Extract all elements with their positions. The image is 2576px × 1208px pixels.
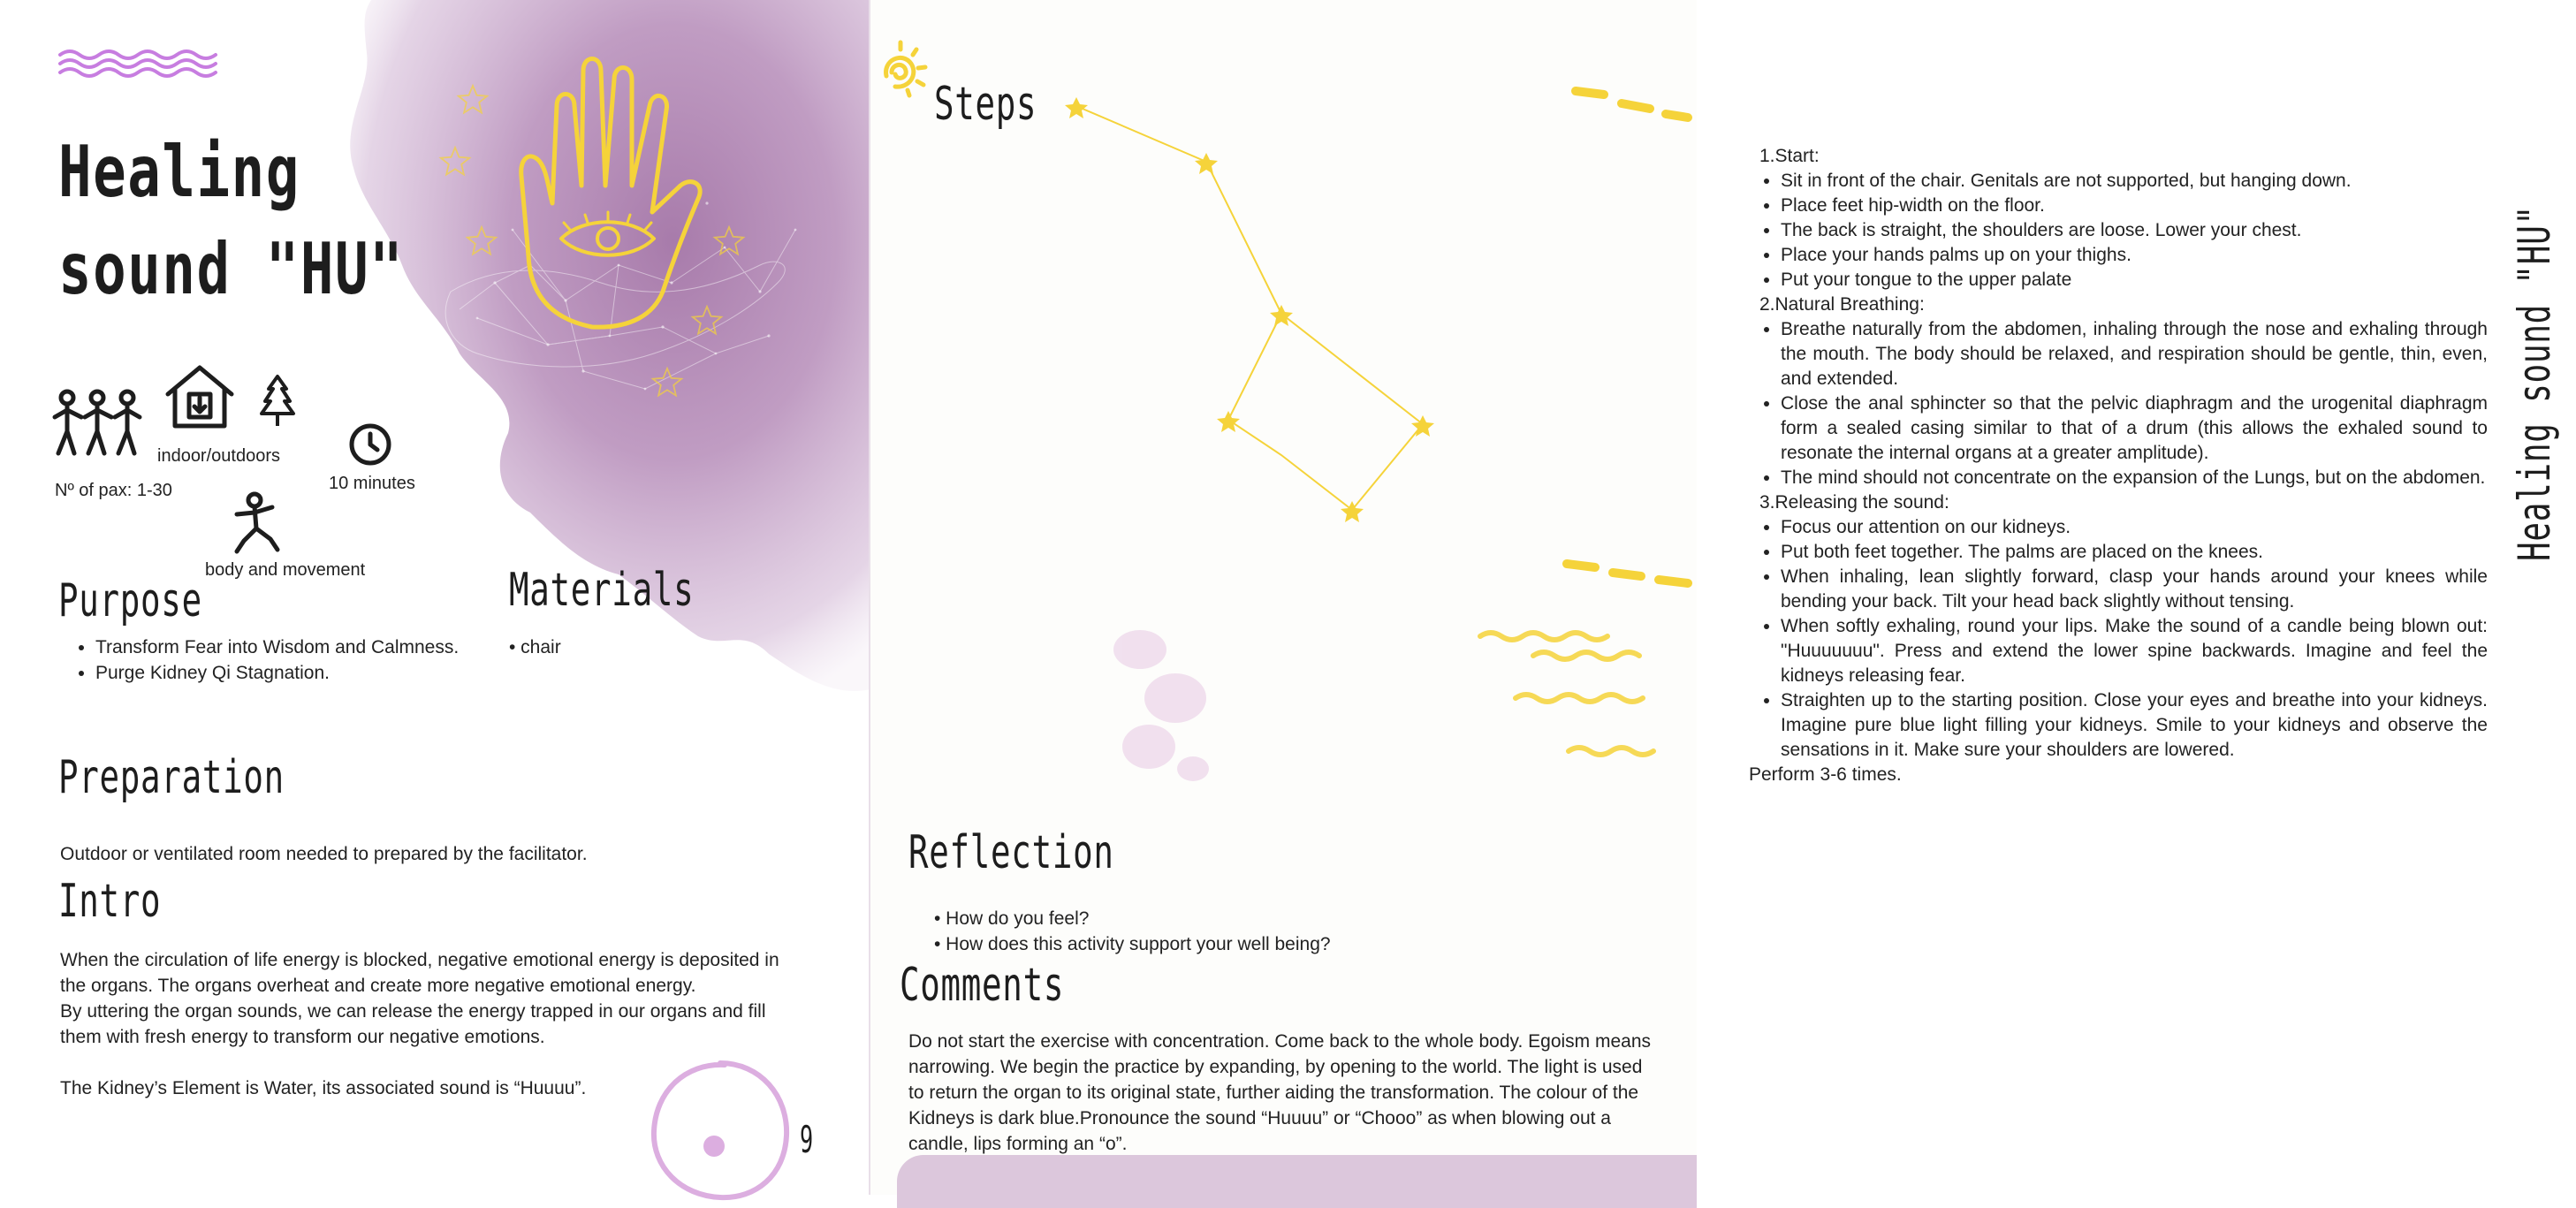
step-number: 1. [1759,146,1775,166]
perform-text: Perform 3-6 times. [1749,764,1902,785]
step-bullets [1749,169,2488,293]
purpose-item: • Purge Kidney Qi Stagnation. [95,660,475,686]
step-bullet: • The back is straight, the shoulders are loose. Lower your chest. [1781,218,2488,243]
page-number: 9 [800,1118,814,1161]
right-page [870,0,2561,1195]
step-bullet: • When inhaling, lean slightly forward, clasp your hands around your knees while bending your back. Tilt your head back slightly without tensing. [1781,565,2488,614]
flower-stamp-decoration [1096,614,1228,791]
step-bullet: • Place feet hip-width on the floor. [1781,194,2488,218]
reflection-item: • How do you feel? [934,908,1090,929]
yellow-dash-decoration [1569,84,1697,128]
sun-icon [874,37,932,101]
steps-list [1749,144,2488,787]
step-bullets [1749,317,2488,490]
time-label: 10 minutes [329,474,415,493]
purpose-list [60,634,475,686]
purpose-item: • Transform Fear into Wisdom and Calmness. [95,634,475,660]
clock-icon [348,422,392,467]
intro-paragraph: The Kidney’s Element is Water, its associated sound is “Huuuu”. [60,1078,587,1098]
step-number: 3. [1759,492,1775,513]
people-group-icon [51,387,143,458]
step-heading [1749,490,2488,515]
left-page [0,0,870,1195]
step-bullet: • Sit in front of the chair. Genitals are not supported, but hanging down. [1781,169,2488,194]
materials-heading: Materials [509,564,695,617]
step-bullet: • The mind should not concentrate on the expansion of the Lungs, but on the abdomen. [1781,466,2488,490]
intro-paragraph: When the circulation of life energy is blocked, negative emotional energy is deposited in the organs. The organs overheat and create more negative emotional energy. [60,950,779,996]
reflection-heading: Reflection [908,826,1114,879]
steps-heading: Steps [934,78,1037,131]
comments-text: Do not start the exercise with concentration. Come back to the whole body. Egoism means narrowing. We begin the practice by expanding, by opening to the world. The light is used to return the organ to its original state, further aiding the transformation. The colour of the Kidneys is dark blue.Pronounce the sound “Huuuu” or “Chooo” as when blowing out a candle, lips forming an “o”. [908,1031,1652,1154]
step-bullet: • Focus our attention on our kidneys. [1781,515,2488,540]
step-bullet: • Place your hands palms up on your thighs. [1781,243,2488,268]
step-heading [1749,293,2488,317]
step-bullet: • Breathe naturally from the abdomen, inhaling through the nose and exhaling through the mouth. The body should be relaxed, and respiration should be gentle, thin, even, and extended. [1781,317,2488,391]
location-label: indoor/outdoors [157,446,280,466]
bottom-bar-decoration [897,1155,1697,1208]
materials-item: • chair [509,637,561,657]
yellow-dash-decoration [1560,557,1697,592]
preparation-heading: Preparation [58,751,285,804]
step-bullet: • When softly exhaling, round your lips. Make the sound of a candle being blown out: "Huuuuuuu". Press and extend the lower spine backwards. Imagine and feel the kidneys releasing fear. [1781,614,2488,688]
preparation-text: Outdoor or ventilated room needed to prepared by the facilitator. [60,844,588,864]
step-label: Start: [1774,146,1820,166]
vertical-title [2496,190,2576,570]
step-bullet: • Put both feet together. The palms are placed on the knees. [1781,540,2488,565]
house-icon [164,364,235,430]
dancing-person-icon [232,491,285,555]
purpose-heading: Purpose [58,574,202,627]
step-label: Natural Breathing: [1774,294,1925,315]
circle-dot-icon [645,1056,795,1202]
constellation-decoration [1060,93,1520,535]
intro-paragraph: By uttering the organ sounds, we can release the energy trapped in our organs and fill them with fresh energy to transform our negative emotions. [60,1001,766,1047]
reflection-item: • How does this activity support your well being? [934,934,1331,954]
step-bullets [1749,515,2488,763]
vertical-title-text: Healing sound "HU" [2510,205,2561,561]
yellow-wave-decoration [1480,619,1697,778]
step-bullet: • Close the anal sphincter so that the pelvic diaphragm and the urogenital diaphragm form a sealed casing similar to that of a drum (this allows the exhaled sound to resonate the internal organs at a greater amplitude). [1781,391,2488,466]
step-label: Releasing the sound: [1774,492,1949,513]
hamsa-hand-icon [424,35,795,353]
step-number: 2. [1759,294,1775,315]
step-heading [1749,144,2488,169]
step-bullet: • Put your tongue to the upper palate [1781,268,2488,293]
step-bullet: • Straighten up to the starting position. Close your eyes and breathe into your kidneys. Imagine pure blue light filling your kidneys. Smile to your kidneys and observe the sensations in it. Make sure your shoulders are lowered. [1781,688,2488,763]
category-label: body and movement [205,560,366,580]
page-title: Healing sound "HU" [58,131,405,310]
wave-decoration-icon [58,46,222,81]
pax-label: Nº of pax: 1-30 [55,481,172,500]
comments-heading: Comments [900,959,1065,1012]
reflection-list [934,906,1331,957]
intro-heading: Intro [58,875,162,928]
tree-icon [258,375,297,428]
